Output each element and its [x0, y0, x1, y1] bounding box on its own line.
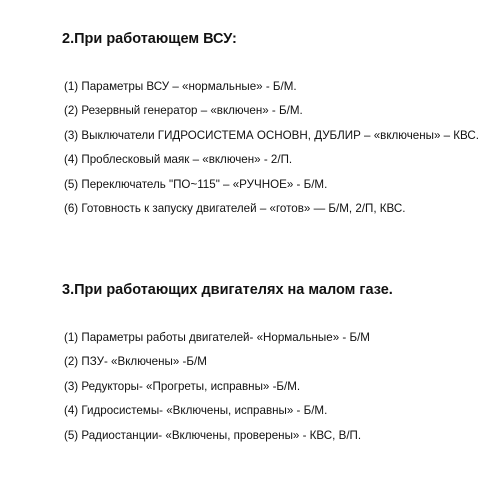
list-item: (6) Готовность к запуску двигателей – «готов» — Б/М, 2/П, КВС. [64, 201, 406, 215]
list-item: (1) Параметры ВСУ – «нормальные» - Б/М. [64, 80, 297, 93]
section-title-engines-idle: 3.При работающих двигателях на малом газе. [62, 282, 393, 298]
list-item: (5) Переключатель "ПО~115" – «РУЧНОЕ» - Б/М. [64, 177, 328, 191]
list-item: (5) Радиостанции- «Включены, проверены» - КВС, В/П. [64, 428, 362, 442]
list-item: (4) Гидросистемы- «Включены, исправны» - Б/М. [64, 404, 328, 418]
list-item: (1) Параметры работы двигателей- «Нормальные» - Б/М [64, 331, 370, 344]
checklist-apu-running [64, 80, 479, 226]
section-title-apu-running: 2.При работающем ВСУ: [62, 31, 237, 47]
checklist-engines-idle [64, 331, 370, 453]
list-item: (2) Резервный генератор – «включен» - Б/М. [64, 104, 303, 118]
list-item: (4) Проблесковый маяк – «включен» - 2/П. [64, 153, 293, 167]
list-item: (3) Выключатели ГИДРОСИСТЕМА ОСНОВН, ДУБЛИР – «включены» – КВС. [64, 128, 480, 142]
list-item: (3) Редукторы- «Прогреты, исправны» -Б/М. [64, 379, 301, 393]
list-item: (2) ПЗУ- «Включены» -Б/М [64, 355, 207, 369]
